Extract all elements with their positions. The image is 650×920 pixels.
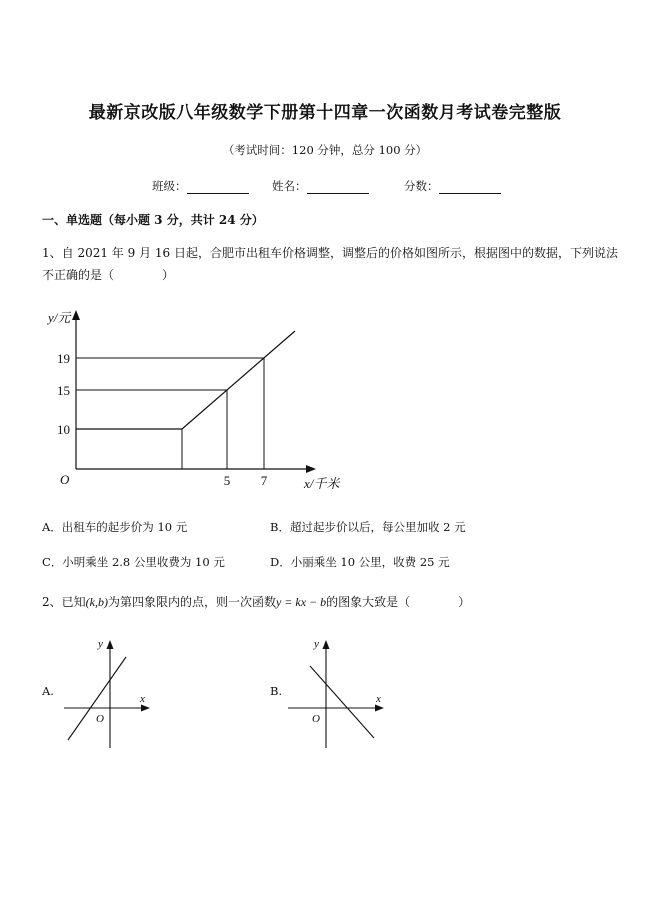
question-2-middle: 为第四象限内的点，则一次函数 (107, 595, 276, 609)
x-tick-7: 7 (260, 473, 268, 488)
graph-b-line (310, 666, 374, 738)
score-field (404, 178, 501, 194)
option-c[interactable]: C．小明乘坐 2.8 公里收费为 10 元 (42, 555, 225, 569)
exam-info: （考试时间：120 分钟，总分 100 分） (222, 143, 428, 157)
graph-a-origin: O (96, 713, 104, 725)
question-1-line-1: 1、自 2021 年 9 月 16 日起，合肥市出租车价格调整，调整后的价格如图所示，根据图中的数据，下列说法 (42, 246, 618, 260)
option-b[interactable]: B．超过起步价以后，每公里加收 2 元 (270, 520, 466, 534)
score-blank (439, 181, 501, 194)
class-field (152, 178, 249, 194)
graph-b-label[interactable]: B. (270, 684, 283, 698)
x-axis-arrow (306, 465, 316, 473)
score-label: 分数： (404, 179, 439, 193)
taxi-fare-graph (40, 300, 360, 500)
section-heading: 一、单选题（每小题 3 分，共计 24 分） (42, 213, 264, 227)
y-tick-15: 15 (57, 383, 70, 398)
y-axis-arrow (72, 310, 80, 320)
graph-b-y-label: y (314, 638, 319, 650)
x-axis-label: x/千米 (304, 476, 340, 491)
graph-a-y-arrow (107, 640, 114, 649)
question-2 (42, 591, 470, 613)
question-2-prefix: 2、已知 (42, 595, 86, 609)
graph-b-origin: O (312, 713, 320, 725)
class-label: 班级： (152, 179, 187, 193)
y-tick-19: 19 (57, 351, 70, 366)
name-blank (307, 181, 369, 194)
x-tick-5: 5 (223, 473, 231, 488)
name-label: 姓名： (272, 179, 307, 193)
question-2-suffix: 的图象大致是（ ） (326, 595, 471, 609)
graph-b-x-label: x (376, 693, 381, 705)
option-a[interactable]: A．出租车的起步价为 10 元 (42, 520, 188, 534)
graph-b (282, 630, 392, 754)
option-d[interactable]: D．小丽乘坐 10 公里，收费 25 元 (270, 555, 450, 569)
graph-a-x-label: x (140, 693, 145, 705)
y-axis-label: y/元 (48, 310, 71, 325)
graph-a (58, 630, 158, 754)
graph-a-y-label: y (98, 638, 103, 650)
graph-a-x-arrow (141, 705, 150, 712)
graph-a-line (68, 657, 126, 740)
graph-b-y-arrow (323, 640, 330, 649)
point-kb: (k,b) (85, 595, 108, 609)
page-title: 最新京改版八年级数学下册第十四章一次函数月考试卷完整版 (88, 103, 562, 123)
graph-b-x-arrow (375, 705, 384, 712)
name-field (272, 178, 369, 194)
function-formula: y = kx − b (275, 595, 327, 609)
fare-line (76, 331, 295, 429)
origin-label: O (60, 472, 70, 487)
graph-a-label[interactable]: A. (42, 684, 54, 698)
class-blank (187, 181, 249, 194)
question-1-line-2: 不正确的是（ ） (42, 268, 175, 282)
y-tick-10: 10 (57, 422, 70, 437)
